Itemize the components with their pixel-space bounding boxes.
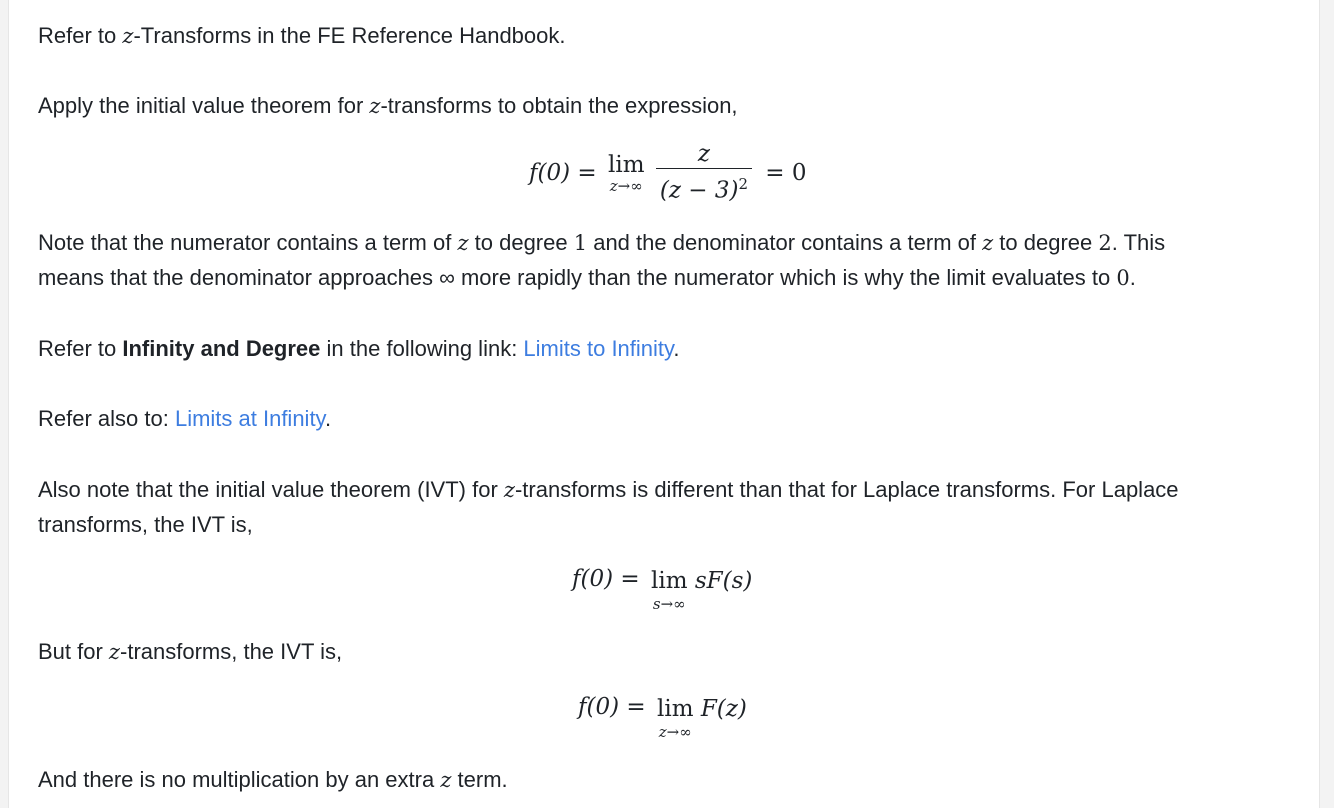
- paragraph-apply-ivt: Apply the initial value theorem for z-transforms to obtain the expression,: [38, 93, 738, 118]
- limit-operator: lim z→∞: [608, 151, 645, 195]
- equation-z-ivt: f(0) = lim z→∞ F(z): [578, 694, 747, 741]
- limit-operator: lim z→∞: [657, 696, 694, 741]
- solution-panel: [8, 0, 1320, 808]
- equation-initial-value: f(0) = lim z→∞ $\frac{z}{(z - 3)^2}$ = 0: [529, 141, 807, 204]
- equation-laplace-ivt: f(0) = lim s→∞ sF(s): [572, 566, 753, 613]
- paragraph-ivt-difference: Also note that the initial value theorem (IVT) for z-transforms is different than that for Laplace transforms. For Laplace: [38, 477, 1179, 502]
- paragraph-infinity-degree: Refer to Infinity and Degree in the following link: Limits to Infinity.: [38, 336, 680, 361]
- fraction: $\frac{z}{(z - 3)^2}$: [656, 140, 752, 206]
- z-variable: z: [122, 24, 134, 48]
- limit-operator: lim s→∞: [651, 568, 688, 613]
- limits-at-infinity-link[interactable]: Limits at Infinity: [174, 406, 325, 431]
- z-variable: z: [369, 94, 381, 118]
- paragraph-ivt-difference-line2: transforms, the IVT is,: [38, 512, 253, 537]
- paragraph-degree-note-line2: means that the denominator approaches ∞ more rapidly than the numerator which is why the limit evaluates to 0.: [38, 265, 1136, 290]
- paragraph-z-ivt: But for z-transforms, the IVT is,: [38, 639, 343, 664]
- paragraph-degree-note: Note that the numerator contains a term of z to degree 1 and the denominator contains a term of z to degree 2. This: [38, 230, 1166, 255]
- paragraph-refer-also: Refer also to: Limits at Infinity.: [38, 406, 332, 431]
- limits-to-infinity-link[interactable]: Limits to Infinity: [523, 336, 674, 361]
- paragraph-reference-handbook: Refer to z-Transforms in the FE Reference Handbook.: [38, 23, 566, 48]
- paragraph-no-multiplication: And there is no multiplication by an extra z term.: [38, 767, 508, 792]
